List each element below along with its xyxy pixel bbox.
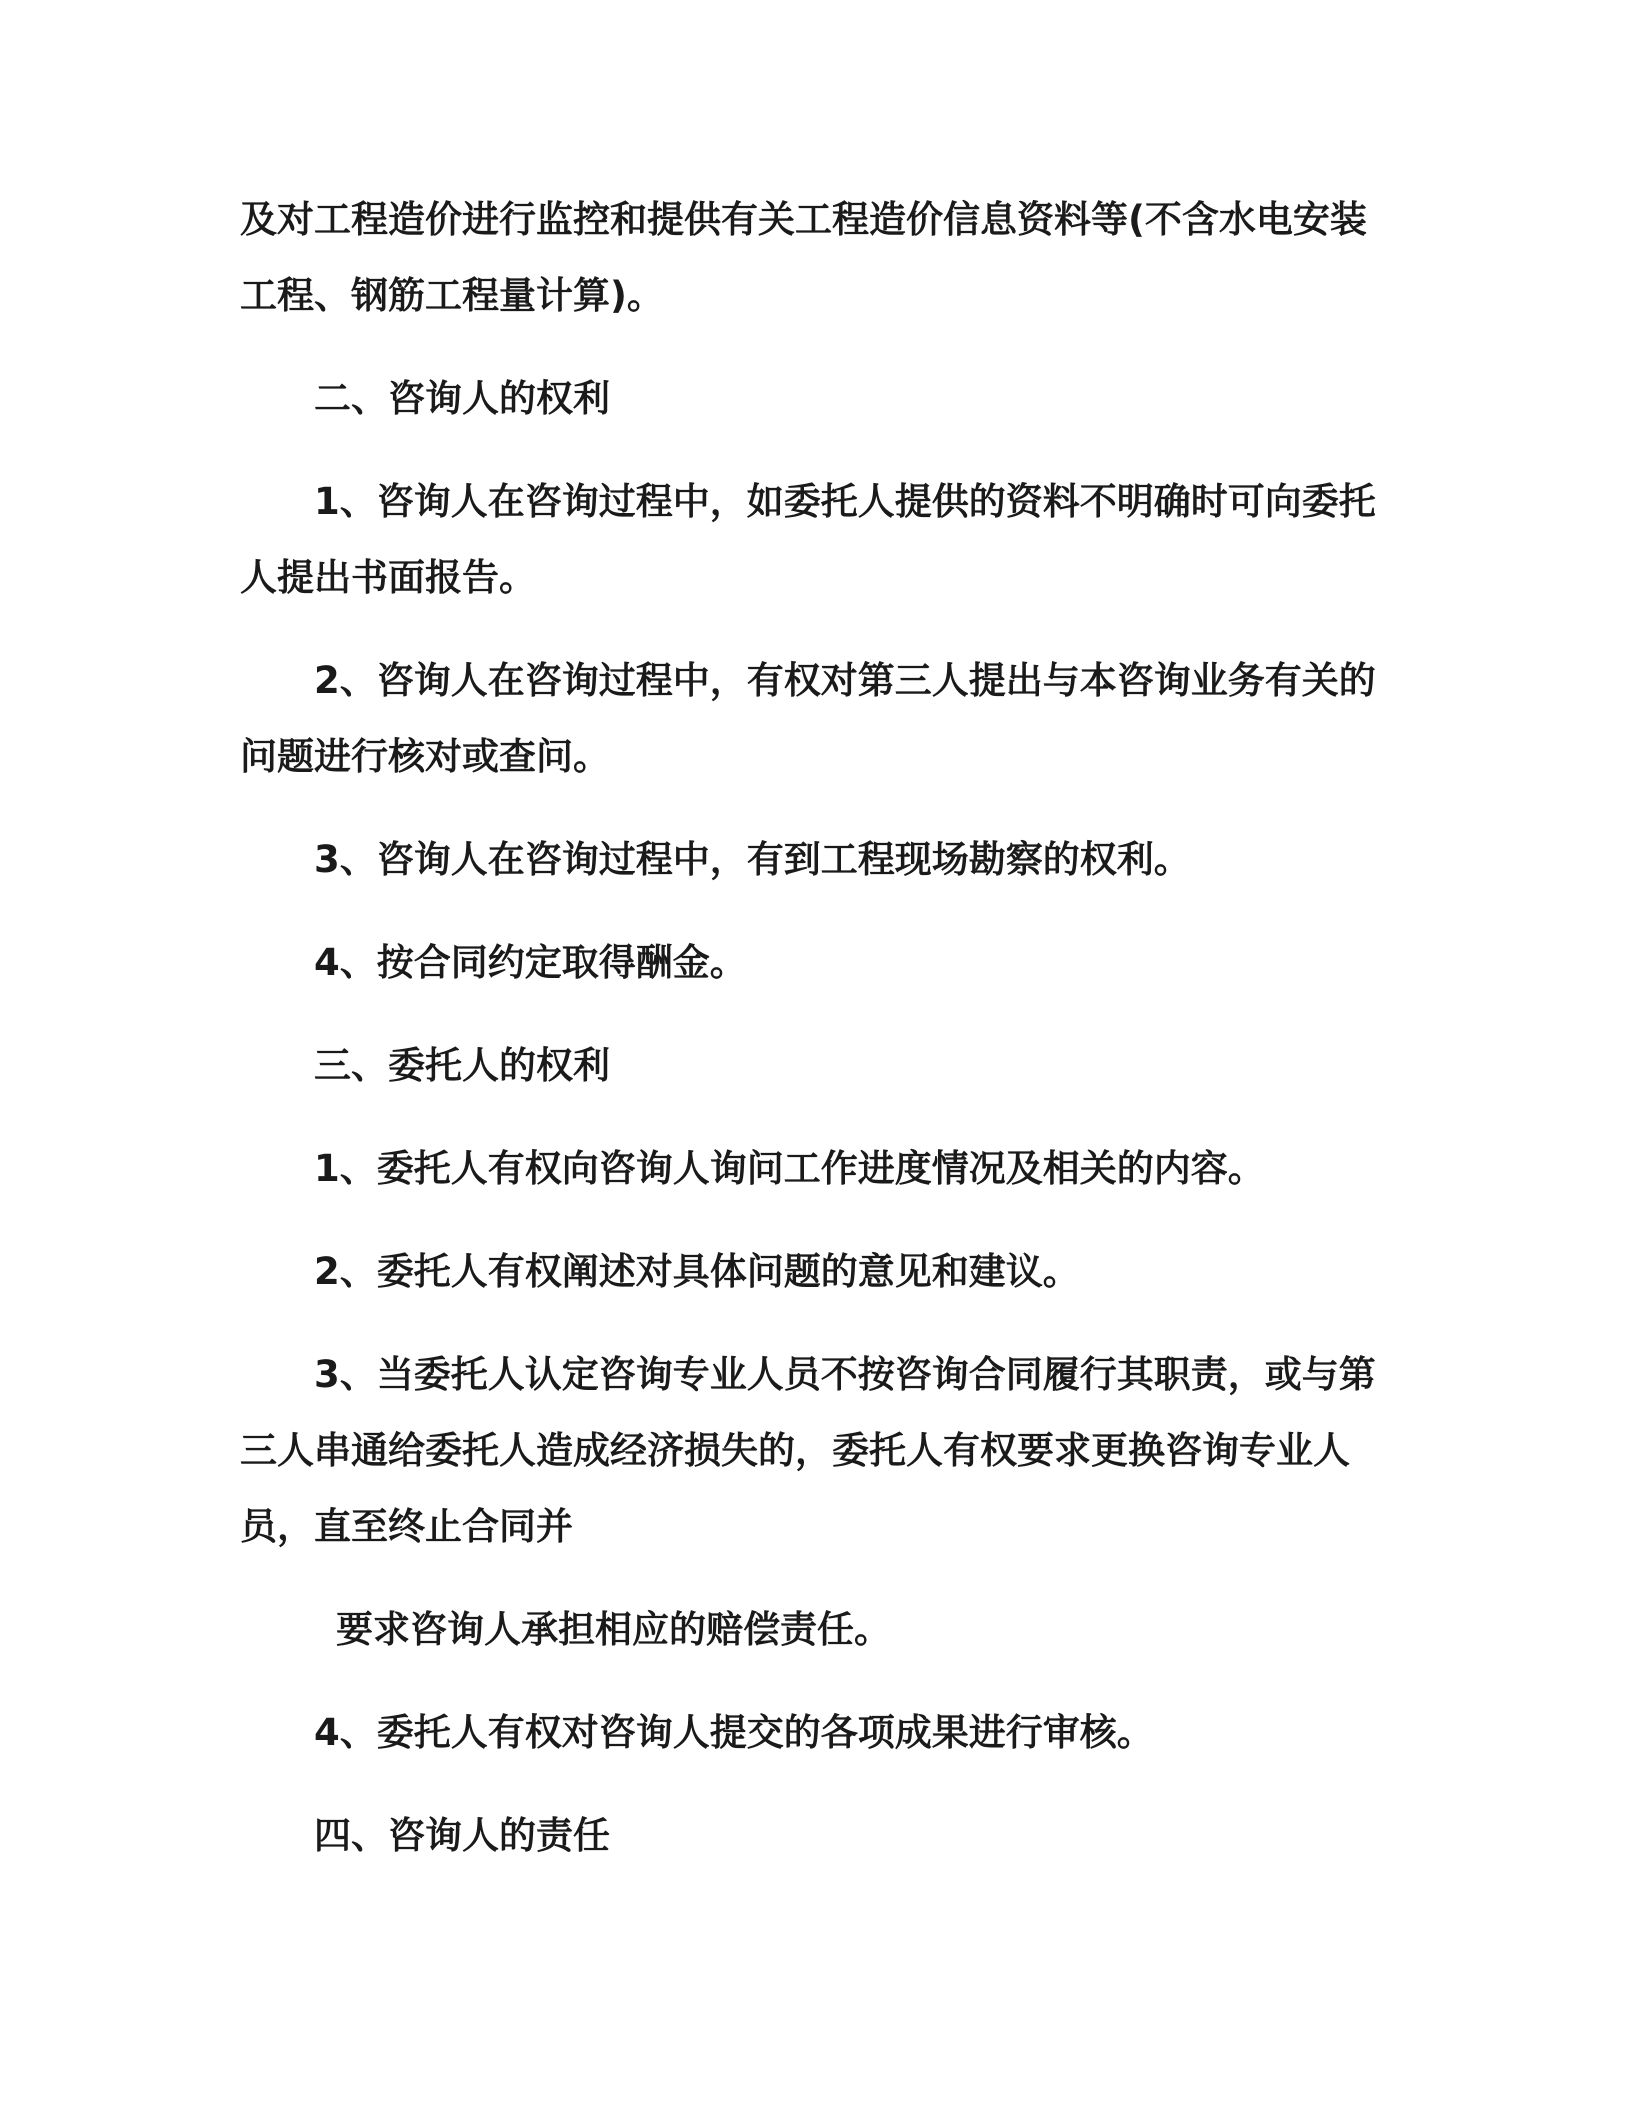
paragraph-client-right-3: 3、当委托人认定咨询专业人员不按咨询合同履行其职责，或与第三人串通给委托人造成经济损失的，委托人有权要求更换咨询专业人员，直至终止合同并	[240, 1353, 1376, 1548]
paragraph-consultant-right-2: 2、咨询人在咨询过程中，有权对第三人提出与本咨询业务有关的问题进行核对或查问。	[240, 659, 1376, 778]
heading-client-rights: 三、委托人的权利	[314, 1044, 610, 1087]
paragraph-client-right-1: 1、委托人有权向咨询人询问工作进度情况及相关的内容。	[314, 1147, 1265, 1190]
paragraph-scope-continuation: 及对工程造价进行监控和提供有关工程造价信息资料等(不含水电安装工程、钢筋工程量计算)。	[240, 198, 1367, 317]
paragraph-consultant-right-3: 3、咨询人在咨询过程中，有到工程现场勘察的权利。	[314, 838, 1191, 881]
paragraph-client-right-3-continued: 要求咨询人承担相应的赔偿责任。	[336, 1608, 891, 1651]
paragraph-client-right-4: 4、委托人有权对咨询人提交的各项成果进行审核。	[314, 1711, 1154, 1754]
paragraph-client-right-2: 2、委托人有权阐述对具体问题的意见和建议。	[314, 1250, 1080, 1293]
heading-consultant-rights: 二、咨询人的权利	[314, 377, 610, 420]
heading-consultant-responsibilities: 四、咨询人的责任	[314, 1814, 610, 1857]
document-body	[240, 182, 1400, 1874]
paragraph-consultant-right-1: 1、咨询人在咨询过程中，如委托人提供的资料不明确时可向委托人提出书面报告。	[240, 480, 1376, 599]
paragraph-consultant-right-4: 4、按合同约定取得酬金。	[314, 941, 747, 984]
